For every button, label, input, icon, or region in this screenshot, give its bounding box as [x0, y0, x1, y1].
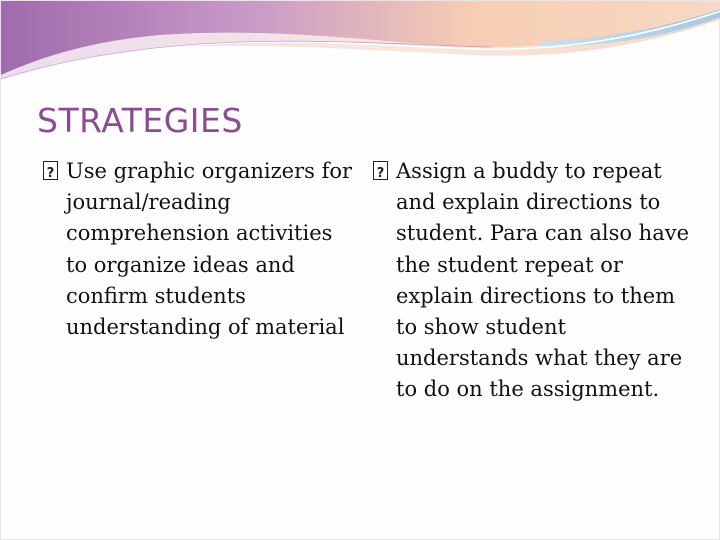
unrendered-glyph-icon — [373, 161, 388, 180]
header-wave-decoration — [1, 1, 720, 81]
right-column — [373, 156, 693, 406]
slide-title: STRATEGIES — [37, 101, 243, 140]
unrendered-glyph-icon — [43, 161, 58, 180]
left-column — [43, 156, 353, 343]
bullet-text: Use graphic organizers for journal/reading comprehension activities to organize ideas and confirm students understanding of material — [66, 159, 353, 340]
bullet-text: Assign a buddy to repeat and explain directions to student. Para can also have the student repeat or explain directions to them to show student understands what they are to do on the assignment. — [396, 159, 690, 402]
bullet-item — [43, 156, 353, 343]
bullet-item — [373, 156, 693, 406]
